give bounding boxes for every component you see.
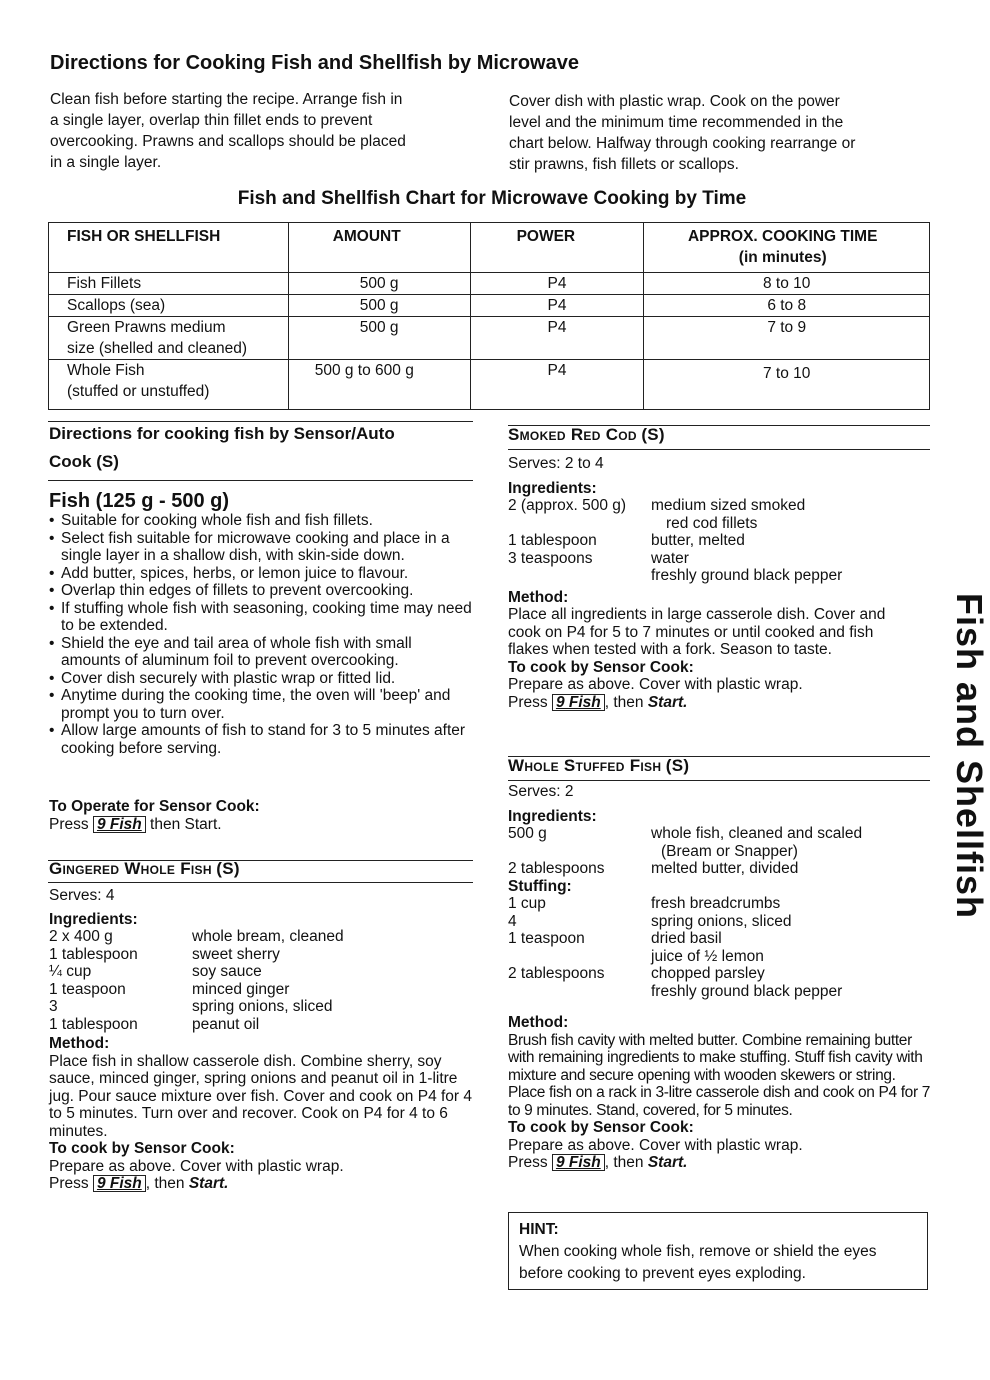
header-amount: AMOUNT (288, 223, 470, 273)
smoked-heading: Smoked Red Cod (S) (508, 425, 665, 444)
fish-key-button: 9 Fish (552, 694, 605, 711)
whole-stuffed-heading: Whole Stuffed Fish (S) (508, 756, 690, 775)
gingered-heading: Gingered Whole Fish (S) (49, 859, 240, 878)
divider (48, 480, 473, 481)
row-time: 6 to 8 (644, 295, 930, 317)
header-power: POWER (470, 223, 644, 273)
row-fish: Whole Fish (stuffed or unstuffed) (49, 360, 289, 410)
divider (508, 449, 930, 450)
side-label: Fish and Shellfish (949, 592, 990, 920)
list-item: • Suitable for cooking whole fish and fish fillets. (49, 512, 474, 530)
row-amount: 500 g to 600 g (288, 360, 470, 410)
intro-right: Cover dish with plastic wrap. Cook on the power level and the minimum time recommended in the chart below. Halfway through cooking rearrange or stir prawns, fish fillets or scallops. (509, 93, 856, 173)
row-power: P4 (470, 317, 644, 360)
fish-title: Fish (125 g - 500 g) (49, 490, 230, 512)
list-item: • Overlap thin edges of fillets to prevent overcooking. (49, 582, 474, 600)
row-power: P4 (470, 360, 644, 410)
table-row (49, 317, 930, 360)
list-item: • Cover dish securely with plastic wrap or fitted lid. (49, 670, 474, 688)
table-row (49, 360, 930, 410)
row-amount: 500 g (288, 273, 470, 295)
row-time: 8 to 10 (644, 273, 930, 295)
table-row (49, 273, 930, 295)
divider (508, 425, 930, 426)
table-row (49, 295, 930, 317)
row-time: 7 to 10 (644, 360, 930, 410)
chart-title: Fish and Shellfish Chart for Microwave Cooking by Time (237, 188, 747, 209)
list-item: • If stuffing whole fish with seasoning, cooking time may need to be extended. (49, 600, 474, 635)
header-time: APPROX. COOKING TIME (in minutes) (644, 223, 930, 273)
row-power: P4 (470, 273, 644, 295)
intro-left: Clean fish before starting the recipe. Arrange fish in a single layer, overlap thin fillet ends to prevent overcooking. Prawns and scallops should be placed in a single layer. (50, 91, 406, 171)
list-item: • Add butter, spices, herbs, or lemon juice to flavour. (49, 565, 474, 583)
row-time: 7 to 9 (644, 317, 930, 360)
row-fish: Scallops (sea) (49, 295, 289, 317)
fish-key-button: 9 Fish (93, 816, 146, 833)
row-power: P4 (470, 295, 644, 317)
chart-header-row (49, 223, 930, 273)
sensor-bullets (49, 512, 474, 757)
operate-sensor: To Operate for Sensor Cook: Press 9 Fish then Start. (49, 798, 260, 833)
header-fish: FISH OR SHELLFISH (49, 223, 289, 273)
stuffing-list: 1 cup fresh breadcrumbs 4 spring onions, sliced 1 teaspoon dried basil juice of ½ lemon 2 tablespoons chopped parsley freshly ground black pepper (508, 895, 843, 1000)
ingredients-list: 2 x 400 g whole bream, cleaned 1 tablespoon sweet sherry ¼ cup soy sauce 1 teaspoon minced ginger 3 spring onions, sliced 1 tablespoon peanut oil (49, 928, 344, 1033)
row-fish: Fish Fillets (49, 273, 289, 295)
row-amount: 500 g (288, 317, 470, 360)
row-fish: Green Prawns medium size (shelled and cleaned) (49, 317, 289, 360)
ingredients-list: 2 (approx. 500 g) medium sized smoked red cod fillets 1 tablespoon butter, melted 3 teaspoons water freshly ground black pepper (508, 497, 843, 584)
gingered-body: Serves: 4 Ingredients: 2 x 400 g whole bream, cleaned 1 tablespoon sweet sherry ¼ cup soy sauce 1 teaspoon minced ginger 3 spring onions, sliced 1 tablespoon peanut oil Method: Place fish in shallow casserole dish. Combine sherry, soy sauce, minced ginger, spring onions and peanut oil in 1-litre jug. Pour sauce mixture over fish. Cover and cook on P4 for 4 to 5 minutes. Turn over and recover. Cook on P4 for 4 to 6 minutes. To cook by Sensor Cook: Prepare as above. Cover with plastic wrap. Press 9 Fish , then Start. (49, 887, 473, 1192)
list-item: • Select fish suitable for microwave cooking and place in a single layer in a shallow dish, with skin-side down. (49, 530, 474, 565)
fish-key-button: 9 Fish (93, 1175, 146, 1192)
cooking-chart (48, 222, 930, 410)
row-amount: 500 g (288, 295, 470, 317)
list-item: • Anytime during the cooking time, the oven will 'beep' and prompt you to turn over. (49, 687, 474, 722)
divider (48, 860, 473, 861)
whole-stuffed-body: Serves: 2 Ingredients: 500 g whole fish, cleaned and scaled (Bream or Snapper) 2 tablespoons melted butter, divided Stuffing: 1 cup fresh breadcrumbs 4 spring onions, sliced 1 teaspoon dried basil juice of ½ lemon 2 tablespoons chopped parsley freshly ground black pepper Method: Brush fish cavity with melted butter. Combine remaining butter with remaining ingredients to make stuffing. Stuff fish cavity with mixture and secure opening with wooden skewers or string. Place fish on a rack in 3-litre casserole dish and cook on P4 for 7 to 9 minutes. Stand, covered, for 5 minutes. To cook by Sensor Cook: Prepare as above. Cover with plastic wrap. Press 9 Fish , then Start. (508, 783, 930, 1171)
list-item: • Allow large amounts of fish to stand for 3 to 5 minutes after cooking before serving. (49, 722, 474, 757)
divider (508, 756, 930, 757)
fish-key-button: 9 Fish (552, 1154, 605, 1171)
hint-box: HINT: When cooking whole fish, remove or shield the eyes before cooking to prevent eyes exploding. (508, 1212, 928, 1290)
side-tab (949, 592, 990, 920)
sensor-heading: Directions for cooking fish by Sensor/Auto Cook (S) (49, 424, 395, 471)
ingredients-list: 500 g whole fish, cleaned and scaled (Bream or Snapper) 2 tablespoons melted butter, divided (508, 825, 863, 877)
divider (508, 780, 930, 781)
page-title: Directions for Cooking Fish and Shellfish by Microwave (50, 52, 579, 74)
list-item: • Shield the eye and tail area of whole fish with small amounts of aluminum foil to prevent overcooking. (49, 635, 474, 670)
smoked-body: Serves: 2 to 4 Ingredients: 2 (approx. 500 g) medium sized smoked red cod fillets 1 tablespoon butter, melted 3 teaspoons water freshly ground black pepper Method: Place all ingredients in large casserole dish. Cover and cook on P4 for 5 to 7 minutes or until cooked and fish flakes when tested with a fork. Season to taste. To cook by Sensor Cook: Prepare as above. Cover with plastic wrap. Press 9 Fish , then Start. (508, 455, 918, 711)
divider (48, 882, 473, 883)
